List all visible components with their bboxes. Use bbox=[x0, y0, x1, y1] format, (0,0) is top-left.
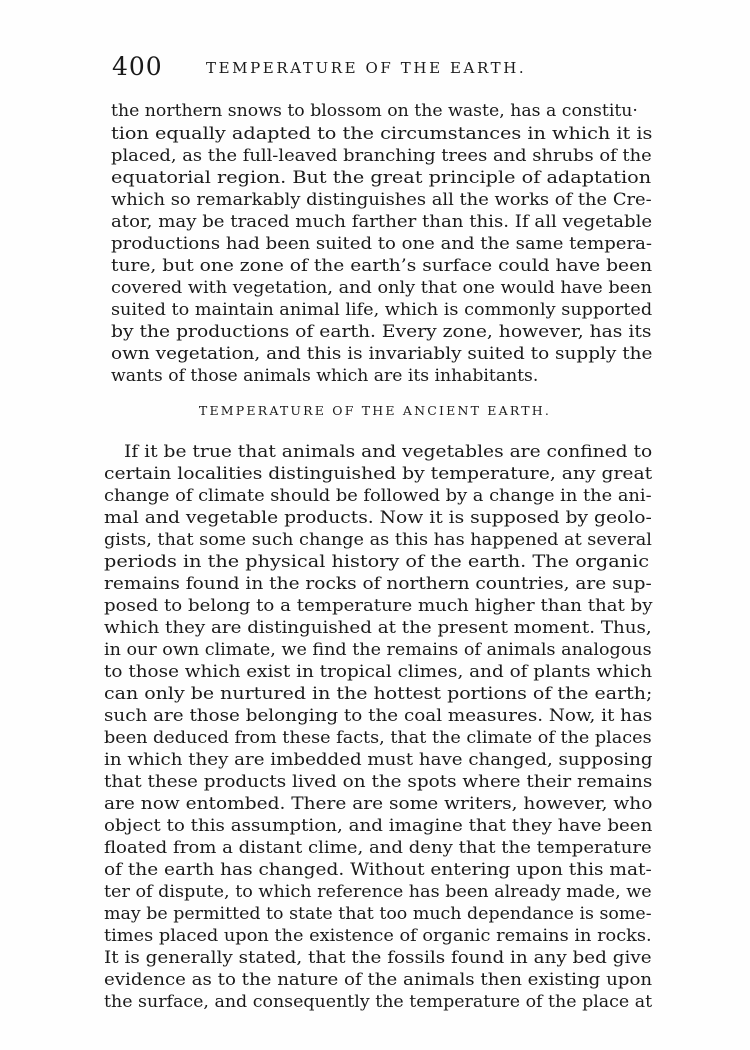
text-line: change of climate should be followed by a change in the ani- bbox=[104, 486, 652, 506]
text-line: suited to maintain animal life, which is commonly supported bbox=[111, 300, 653, 320]
text-line: such are those belonging to the coal measures. Now, it has bbox=[104, 706, 653, 726]
text-line: by the productions of earth. Every zone, however, has its bbox=[111, 322, 652, 342]
text-line: the northern snows to blossom on the waste, has a constitu· bbox=[111, 101, 638, 121]
text-line: may be permitted to state that too much dependance is some- bbox=[104, 904, 652, 924]
text-line: floated from a distant clime, and deny that the temperature bbox=[104, 838, 652, 858]
page-number: 400 bbox=[112, 52, 163, 81]
text-line: ture, but one zone of the earth’s surface could have been bbox=[111, 256, 653, 276]
text-line: that these products lived on the spots where their remains bbox=[104, 772, 653, 792]
text-line: wants of those animals which are its inhabitants. bbox=[111, 366, 539, 386]
text-line: in our own climate, we find the remains of animals analogous bbox=[104, 640, 652, 660]
text-line: which so remarkably distinguishes all the works of the Cre- bbox=[111, 190, 652, 210]
text-line: covered with vegetation, and only that one would have been bbox=[111, 278, 652, 298]
text-line: ator, may be traced much farther than this. If all vegetable bbox=[111, 212, 653, 232]
text-line: times placed upon the existence of organic remains in rocks. bbox=[104, 926, 652, 946]
text-line: gists, that some such change as this has happened at several bbox=[104, 530, 652, 550]
text-line: which they are distinguished at the present moment. Thus, bbox=[104, 618, 652, 638]
text-line: to those which exist in tropical climes, and of plants which bbox=[104, 662, 653, 682]
section-heading: TEMPERATURE OF THE ANCIENT EARTH. bbox=[198, 403, 552, 418]
text-line: tion equally adapted to the circumstances in which it is bbox=[111, 124, 653, 144]
text-line: the surface, and consequently the temperature of the place at bbox=[104, 992, 653, 1012]
text-line: It is generally stated, that the fossils found in any bed give bbox=[104, 948, 652, 968]
text-line: remains found in the rocks of northern countries, are sup- bbox=[104, 574, 652, 594]
text-line: ter of dispute, to which reference has been already made, we bbox=[104, 882, 652, 902]
text-line: object to this assumption, and imagine that they have been bbox=[104, 816, 653, 836]
running-title: TEMPERATURE OF THE EARTH. bbox=[206, 59, 527, 77]
text-line: own vegetation, and this is invariably suited to supply the bbox=[111, 344, 653, 364]
text-line: can only be nurtured in the hottest portions of the earth; bbox=[104, 684, 653, 704]
text-line: in which they are imbedded must have changed, supposing bbox=[104, 750, 653, 770]
text-line: mal and vegetable products. Now it is supposed by geolo- bbox=[104, 508, 652, 528]
text-line: are now entombed. There are some writers, however, who bbox=[104, 794, 653, 814]
text-line: certain localities distinguished by temperature, any great bbox=[104, 464, 653, 484]
text-line: equatorial region. But the great principle of adaptation bbox=[111, 168, 652, 188]
text-line: If it be true that animals and vegetables are confined to bbox=[124, 442, 653, 462]
text-line: productions had been suited to one and the same tempera- bbox=[111, 234, 652, 254]
text-line: evidence as to the nature of the animals then existing upon bbox=[104, 970, 653, 990]
text-line: placed, as the full-leaved branching trees and shrubs of the bbox=[111, 146, 652, 166]
text-line: of the earth has changed. Without entering upon this mat- bbox=[104, 860, 652, 880]
text-line: posed to belong to a temperature much higher than that by bbox=[104, 596, 653, 616]
text-line: periods in the physical history of the earth. The organic bbox=[104, 552, 650, 572]
text-line: been deduced from these facts, that the climate of the places bbox=[104, 728, 652, 748]
